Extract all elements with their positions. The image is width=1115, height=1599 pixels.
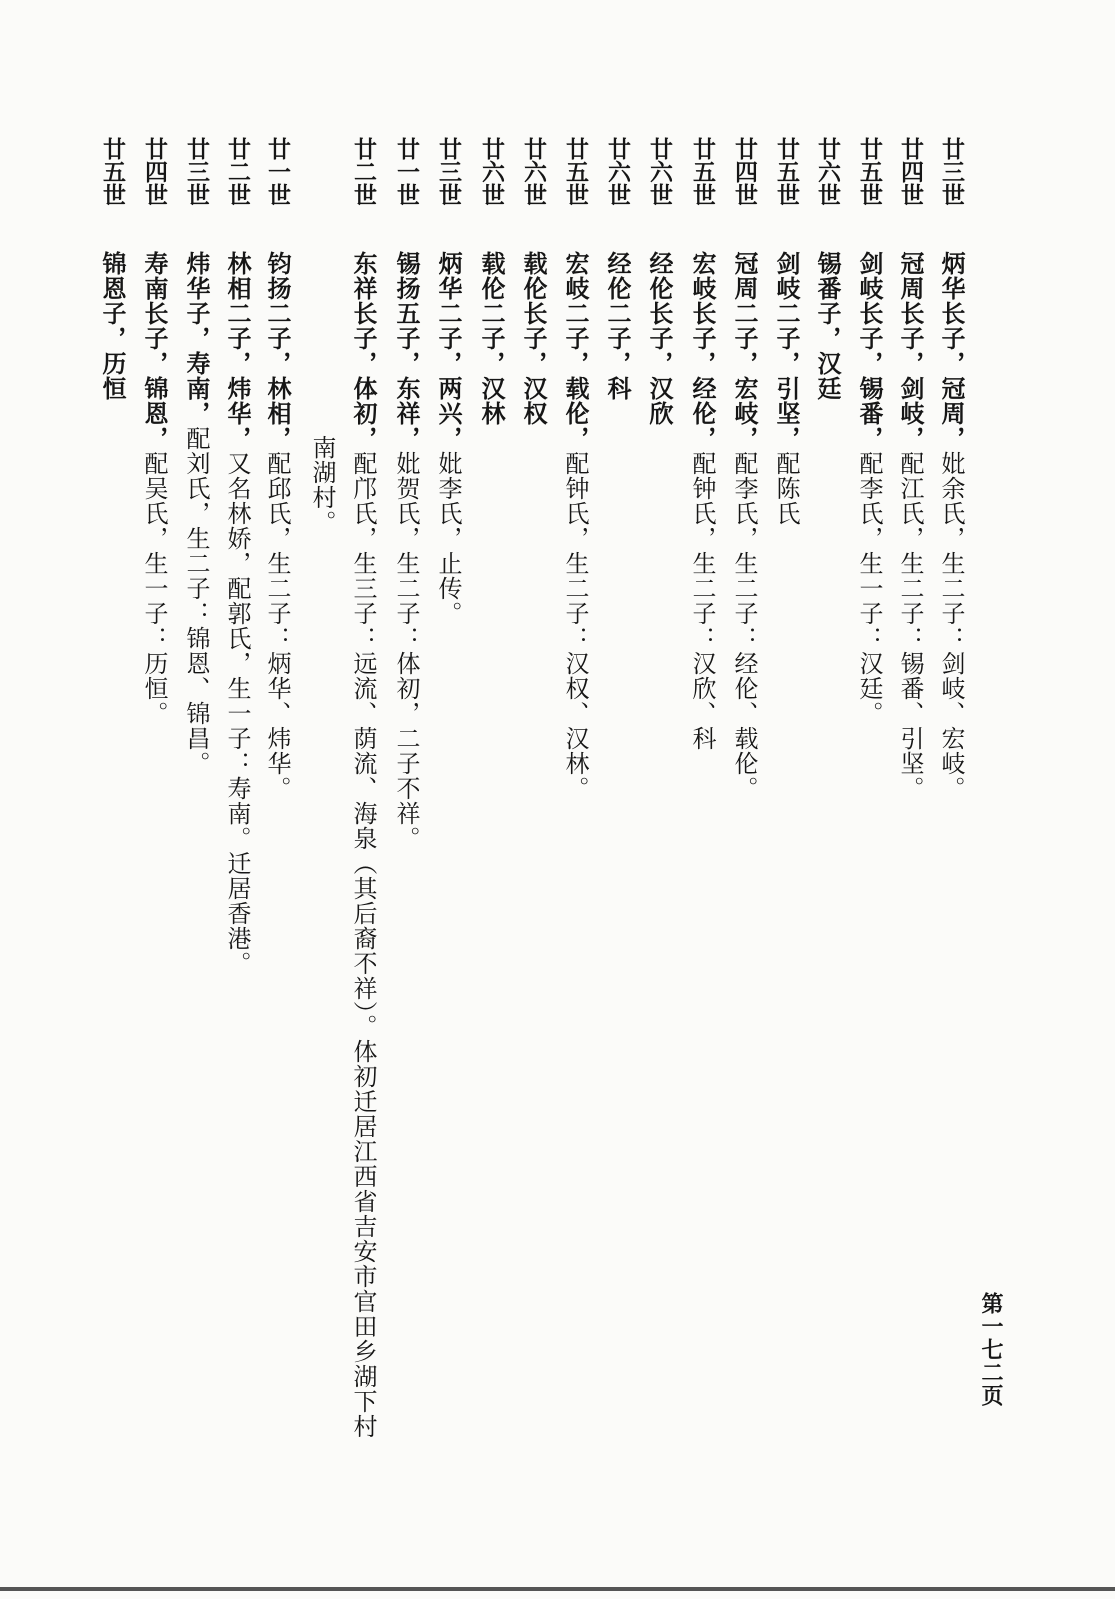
generation-label: 廿三世 bbox=[938, 137, 964, 206]
generation-label: 廿五世 bbox=[689, 137, 715, 206]
person-name: 冠周长子，剑岐， bbox=[896, 251, 924, 451]
generation-label: 廿二世 bbox=[350, 137, 376, 206]
entry-column bbox=[222, 137, 252, 976]
entry-column bbox=[348, 137, 378, 1439]
entry-column bbox=[812, 137, 842, 401]
person-name: 钧扬二子，林相， bbox=[263, 251, 291, 451]
generation-label: 廿四世 bbox=[897, 137, 923, 206]
entry-column bbox=[729, 137, 759, 801]
generation-label: 廿六世 bbox=[478, 137, 504, 206]
generation-label: 廿六世 bbox=[520, 137, 546, 206]
person-name: 宏岐长子，经伦， bbox=[688, 251, 716, 451]
person-name: 锦恩子，历恒 bbox=[98, 251, 126, 401]
person-name: 锡扬五子，东祥， bbox=[392, 251, 420, 451]
entry-column bbox=[391, 137, 421, 851]
generation-label: 廿五世 bbox=[99, 137, 125, 206]
entry-column bbox=[262, 137, 292, 801]
person-name: 剑岐二子，引坚， bbox=[772, 251, 800, 451]
person-name: 载伦二子，汉林 bbox=[477, 251, 505, 426]
entry-column bbox=[895, 137, 925, 801]
person-detail: 配李氏，生一子：汉廷。 bbox=[855, 451, 883, 726]
bottom-rule bbox=[0, 1587, 1115, 1591]
generation-label: 廿六世 bbox=[646, 137, 672, 206]
entry-column bbox=[936, 137, 966, 801]
person-detail: 妣贺氏，生二子：体初，二子不祥。 bbox=[392, 451, 420, 851]
person-name: 冠周二子，宏岐， bbox=[730, 251, 758, 451]
person-name: 载伦长子，汉权 bbox=[519, 251, 547, 426]
person-name: 炜华子，寿南， bbox=[182, 251, 210, 426]
person-name: 寿南长子，锦恩， bbox=[140, 251, 168, 451]
person-name: 炳华长子，冠周， bbox=[937, 251, 965, 451]
generation-label: 廿三世 bbox=[435, 137, 461, 206]
generation-label: 廿二世 bbox=[224, 137, 250, 206]
entry-column bbox=[854, 137, 884, 726]
person-name: 宏岐二子，载伦， bbox=[561, 251, 589, 451]
person-name: 经伦长子，汉欣 bbox=[645, 251, 673, 426]
person-detail: 配李氏，生二子：经伦、载伦。 bbox=[730, 451, 758, 801]
entry-column bbox=[97, 137, 127, 401]
entry-column bbox=[181, 137, 211, 776]
person-name: 东祥长子，体初， bbox=[349, 251, 377, 451]
person-detail: 配刘氏，生二子：锦恩、锦昌。 bbox=[182, 426, 210, 776]
generation-label: 廿六世 bbox=[814, 137, 840, 206]
generation-label: 廿六世 bbox=[604, 137, 630, 206]
person-name: 炳华二子，两兴， bbox=[434, 251, 462, 451]
person-detail: 妣李氏，止传。 bbox=[434, 451, 462, 626]
generation-label: 廿五世 bbox=[856, 137, 882, 206]
entry-column bbox=[644, 137, 674, 426]
person-detail: 又名林娇，配郭氏，生一子：寿南。迁居香港。 bbox=[223, 451, 251, 976]
person-detail: 配邝氏，生三子：远流、荫流、海泉（其后裔不祥）。体初迁居江西省吉安市官田乡湖下村 bbox=[349, 451, 377, 1439]
person-detail: 配吴氏，生一子：历恒。 bbox=[140, 451, 168, 726]
generation-label: 廿五世 bbox=[773, 137, 799, 206]
entry-column bbox=[518, 137, 548, 426]
generation-label: 廿四世 bbox=[141, 137, 167, 206]
generation-label: 廿四世 bbox=[731, 137, 757, 206]
generation-label: 廿一世 bbox=[264, 137, 290, 206]
entry-column bbox=[139, 137, 169, 726]
entry-column bbox=[560, 137, 590, 801]
generation-label: 廿五世 bbox=[562, 137, 588, 206]
entry-column bbox=[771, 137, 801, 526]
person-detail: 配邱氏，生二子：炳华、炜华。 bbox=[263, 451, 291, 801]
person-name: 锡番子，汉廷 bbox=[813, 251, 841, 401]
person-detail: 配陈氏 bbox=[772, 451, 800, 526]
continuation-text: 南湖村。 bbox=[308, 435, 336, 535]
entry-column bbox=[433, 137, 463, 626]
person-name: 剑岐长子，锡番， bbox=[855, 251, 883, 451]
person-detail: 配钟氏，生二子：汉权、汉林。 bbox=[561, 451, 589, 801]
person-detail: 配江氏，生二子：锡番、引坚。 bbox=[896, 451, 924, 801]
generation-label: 廿三世 bbox=[183, 137, 209, 206]
person-detail: 配钟氏，生二子：汉欣、科 bbox=[688, 451, 716, 751]
generation-label: 廿一世 bbox=[393, 137, 419, 206]
page-number: 第一七二页 bbox=[978, 1292, 1003, 1407]
person-detail: 妣余氏，生二子：剑岐、宏岐。 bbox=[937, 451, 965, 801]
person-name: 经伦二子，科 bbox=[603, 251, 631, 401]
entry-column bbox=[476, 137, 506, 426]
entry-column bbox=[602, 137, 632, 401]
person-name: 林相二子，炜华， bbox=[223, 251, 251, 451]
entry-column bbox=[687, 137, 717, 751]
